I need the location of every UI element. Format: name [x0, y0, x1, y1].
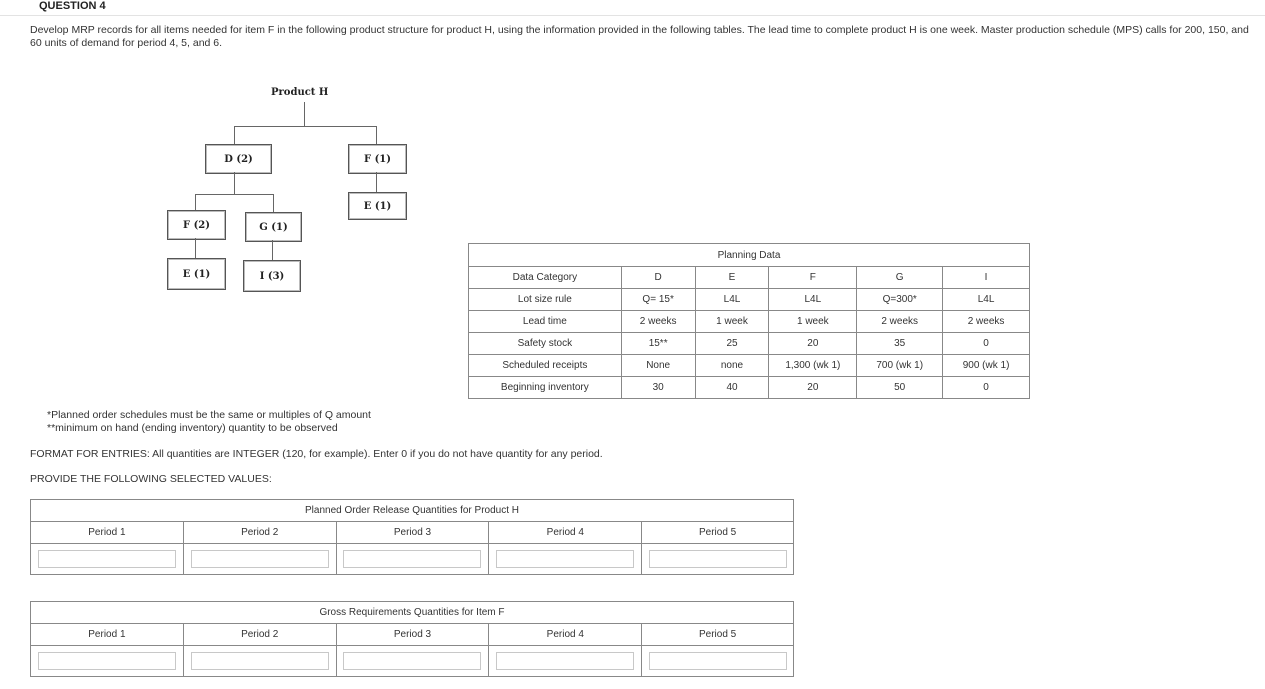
- period-header: Period 1: [31, 624, 184, 646]
- provide-values-label: PROVIDE THE FOLLOWING SELECTED VALUES:: [30, 473, 272, 485]
- h-release-period-4-input[interactable]: [496, 550, 634, 568]
- header-cell: I: [943, 267, 1030, 289]
- table-cell: 40: [695, 377, 769, 399]
- input-row: [31, 646, 794, 677]
- h-release-period-2-input[interactable]: [191, 550, 329, 568]
- tree-connector: [195, 194, 196, 210]
- table-row: [469, 311, 1030, 333]
- input-cell: [31, 544, 184, 575]
- h-release-period-1-input[interactable]: [38, 550, 176, 568]
- tree-connector: [273, 194, 274, 212]
- period-header-row: [31, 624, 794, 646]
- table-cell: 15**: [621, 333, 695, 355]
- tree-connector: [234, 126, 377, 127]
- tree-node-f-top: F (1): [348, 144, 407, 174]
- table-cell: Q=300*: [857, 289, 943, 311]
- tree-connector: [195, 238, 196, 258]
- tree-node-e-right: E (1): [348, 192, 407, 220]
- table-cell: 20: [769, 377, 857, 399]
- period-header: Period 3: [336, 624, 489, 646]
- table-cell: 20: [769, 333, 857, 355]
- tree-root-label: Product H: [271, 87, 329, 98]
- tree-connector: [304, 102, 305, 126]
- h-release-period-3-input[interactable]: [343, 550, 481, 568]
- planning-table-title: Planning Data: [469, 244, 1030, 267]
- tree-node-f-left: F (2): [167, 210, 226, 240]
- table-row: [469, 377, 1030, 399]
- header-cell: Data Category: [469, 267, 622, 289]
- input-cell: [183, 646, 336, 677]
- table-cell: Safety stock: [469, 333, 622, 355]
- f-gross-period-3-input[interactable]: [343, 652, 481, 670]
- question-prompt: Develop MRP records for all items needed for item F in the following product structure for product H, using the information provided in the following tables. The lead time to complete product H is one week. Master production schedule (MPS) calls for 200, 150, and 60 units of demand for period 4, 5, and 6.: [30, 24, 1249, 49]
- input-cell: [31, 646, 184, 677]
- table-cell: 2 weeks: [857, 311, 943, 333]
- note-safety-stock: **minimum on hand (ending inventory) quantity to be observed: [47, 422, 338, 434]
- input-cell: [489, 646, 642, 677]
- period-header-row: [31, 522, 794, 544]
- header-cell: G: [857, 267, 943, 289]
- table-cell: L4L: [695, 289, 769, 311]
- input-cell: [642, 544, 794, 575]
- tree-node-g: G (1): [245, 212, 302, 242]
- gross-requirements-table: [30, 601, 794, 677]
- table-row: [469, 333, 1030, 355]
- table-cell: 35: [857, 333, 943, 355]
- note-lot-size: *Planned order schedules must be the same or multiples of Q amount: [47, 409, 371, 421]
- header-cell: E: [695, 267, 769, 289]
- period-header: Period 2: [183, 522, 336, 544]
- table-cell: 1,300 (wk 1): [769, 355, 857, 377]
- period-header: Period 5: [642, 624, 794, 646]
- period-header: Period 5: [642, 522, 794, 544]
- table-cell: 2 weeks: [621, 311, 695, 333]
- input-cell: [642, 646, 794, 677]
- period-header: Period 4: [489, 522, 642, 544]
- f-gross-period-1-input[interactable]: [38, 652, 176, 670]
- period-header: Period 1: [31, 522, 184, 544]
- input-cell: [336, 646, 489, 677]
- period-header: Period 4: [489, 624, 642, 646]
- input-row: [31, 544, 794, 575]
- table-cell: 50: [857, 377, 943, 399]
- table-cell: 2 weeks: [943, 311, 1030, 333]
- tree-connector: [195, 194, 274, 195]
- table-cell: Lot size rule: [469, 289, 622, 311]
- table-cell: None: [621, 355, 695, 377]
- tree-connector: [376, 126, 377, 144]
- tree-connector: [234, 172, 235, 194]
- period-header: Period 3: [336, 522, 489, 544]
- tree-connector: [272, 240, 273, 260]
- table-cell: 25: [695, 333, 769, 355]
- format-instructions: FORMAT FOR ENTRIES: All quantities are INTEGER (120, for example). Enter 0 if you do not have quantity for any period.: [30, 448, 603, 460]
- table-cell: 30: [621, 377, 695, 399]
- table-title: Gross Requirements Quantities for Item F: [31, 602, 794, 624]
- planning-data-table: [468, 243, 1030, 399]
- table-cell: Scheduled receipts: [469, 355, 622, 377]
- tree-node-e-left: E (1): [167, 258, 226, 290]
- planned-order-release-table: [30, 499, 794, 575]
- header-cell: D: [621, 267, 695, 289]
- table-row: [469, 355, 1030, 377]
- table-cell: Beginning inventory: [469, 377, 622, 399]
- table-cell: 700 (wk 1): [857, 355, 943, 377]
- table-cell: Lead time: [469, 311, 622, 333]
- tree-node-i: I (3): [243, 260, 301, 292]
- input-cell: [489, 544, 642, 575]
- question-title: QUESTION 4: [39, 0, 106, 12]
- f-gross-period-5-input[interactable]: [649, 652, 787, 670]
- title-divider: [0, 15, 1265, 16]
- planning-header-row: [469, 267, 1030, 289]
- f-gross-period-2-input[interactable]: [191, 652, 329, 670]
- table-cell: 0: [943, 333, 1030, 355]
- header-cell: F: [769, 267, 857, 289]
- tree-connector: [234, 126, 235, 144]
- table-title: Planned Order Release Quantities for Product H: [31, 500, 794, 522]
- table-row: [469, 289, 1030, 311]
- table-cell: L4L: [943, 289, 1030, 311]
- table-cell: 0: [943, 377, 1030, 399]
- input-cell: [336, 544, 489, 575]
- table-cell: Q= 15*: [621, 289, 695, 311]
- table-cell: 1 week: [695, 311, 769, 333]
- input-cell: [183, 544, 336, 575]
- period-header: Period 2: [183, 624, 336, 646]
- h-release-period-5-input[interactable]: [649, 550, 787, 568]
- tree-connector: [376, 172, 377, 192]
- table-cell: 1 week: [769, 311, 857, 333]
- table-cell: L4L: [769, 289, 857, 311]
- table-cell: 900 (wk 1): [943, 355, 1030, 377]
- table-cell: none: [695, 355, 769, 377]
- tree-node-d: D (2): [205, 144, 272, 174]
- f-gross-period-4-input[interactable]: [496, 652, 634, 670]
